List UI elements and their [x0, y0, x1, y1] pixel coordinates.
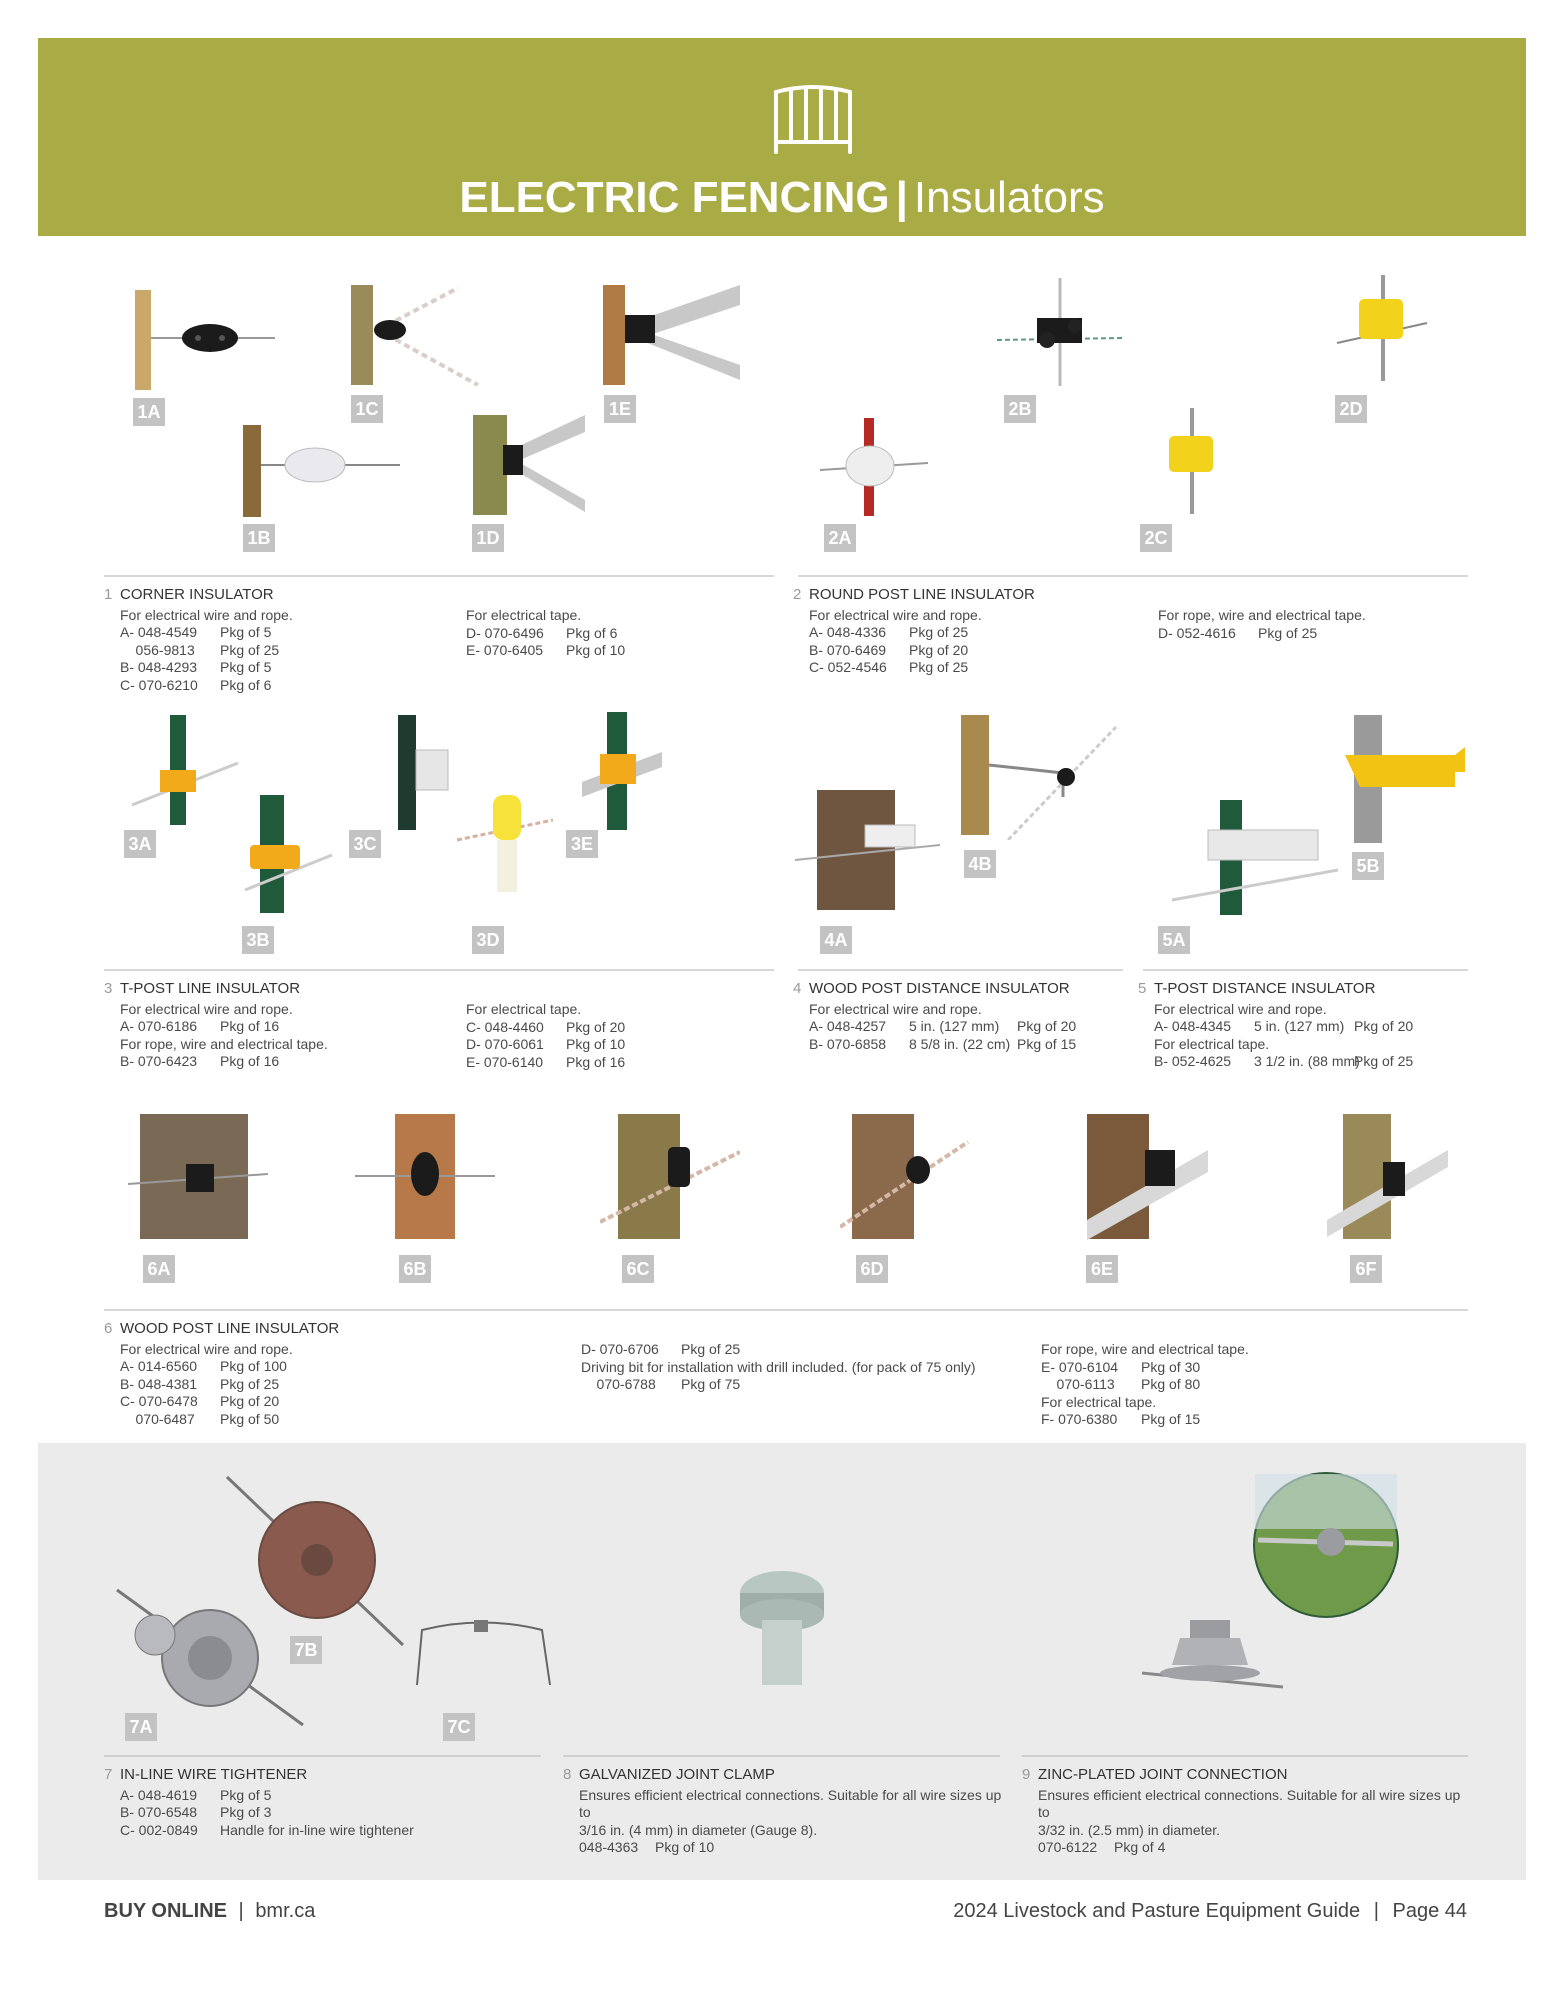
- product-photo-2b: [995, 278, 1125, 388]
- package: Pkg of 25: [1354, 1053, 1414, 1069]
- product-photo-8: [730, 1565, 835, 1690]
- label-2b: 2B: [1004, 395, 1036, 423]
- section-title: IN-LINE WIRE TIGHTENER: [120, 1766, 308, 1783]
- product-code: E- 070-6104: [1041, 1358, 1119, 1375]
- product-photo-2d: [1335, 275, 1430, 385]
- product-code: C- 002-0849: [120, 1821, 198, 1838]
- package: Pkg of 5: [220, 659, 272, 675]
- product-photo-9-detail: [1253, 1472, 1399, 1618]
- package: Pkg of 25: [220, 1375, 280, 1392]
- product-photo-4a: [795, 785, 940, 915]
- label-5a: 5A: [1158, 926, 1190, 954]
- label-4a: 4A: [820, 926, 852, 954]
- label-5b: 5B: [1352, 852, 1384, 880]
- section-t-post-line-insulator-col2: [466, 1001, 766, 1071]
- package: Pkg of 3: [220, 1804, 272, 1820]
- product-code: 048-4363: [579, 1839, 639, 1855]
- package: Pkg of 80: [1141, 1376, 1201, 1392]
- product-photo-1e: [600, 280, 745, 390]
- product-line: [1041, 1411, 1461, 1429]
- description: Ensures efficient electrical connections. Suitable for all wire sizes up to: [579, 1786, 1002, 1820]
- section-title: T-POST DISTANCE INSULATOR: [1154, 980, 1376, 997]
- section-zinc-plated-joint-connection: [1022, 1766, 1468, 1857]
- note: For electrical wire and rope.: [809, 606, 982, 623]
- product-line: [809, 642, 1133, 660]
- product-line: [466, 1054, 766, 1072]
- label-4b: 4B: [964, 850, 996, 878]
- product-code: A- 014-6560: [120, 1358, 198, 1374]
- section-t-post-distance-insulator: [1138, 980, 1478, 1071]
- label-6c: 6C: [622, 1255, 654, 1283]
- label-3a: 3A: [124, 830, 156, 858]
- product-code: B- 070-6469: [809, 641, 887, 658]
- section-title: WOOD POST LINE INSULATOR: [120, 1320, 340, 1337]
- package: Handle for in-line wire tightener: [220, 1821, 414, 1838]
- package: Pkg of 15: [1141, 1411, 1201, 1427]
- package: Pkg of 20: [566, 1018, 626, 1035]
- product-code: 070-6122: [1038, 1839, 1098, 1855]
- note: For rope, wire and electrical tape.: [1041, 1341, 1249, 1357]
- footer-separator: |: [1373, 1900, 1379, 1922]
- note: For electrical wire and rope.: [120, 1340, 293, 1357]
- size: 8 5/8 in. (22 cm): [909, 1035, 1011, 1052]
- product-code: 070-6113: [1041, 1376, 1115, 1392]
- section-number: 9: [1022, 1766, 1031, 1783]
- buy-online-label: BUY ONLINE: [104, 1900, 227, 1922]
- size: 5 in. (127 mm): [1254, 1018, 1345, 1034]
- product-photo-1d: [470, 410, 590, 520]
- product-photo-4b: [958, 715, 1118, 840]
- section-title: CORNER INSULATOR: [120, 586, 274, 603]
- page-number: Page 44: [1392, 1900, 1467, 1922]
- label-1e: 1E: [604, 395, 636, 423]
- product-line: [1041, 1359, 1461, 1377]
- label-3d: 3D: [472, 926, 504, 954]
- package: Pkg of 6: [566, 624, 618, 641]
- divider-section-7: [104, 1755, 541, 1757]
- label-6e: 6E: [1086, 1255, 1118, 1283]
- package: Pkg of 20: [909, 641, 969, 658]
- product-photo-6a: [128, 1112, 268, 1242]
- label-7a: 7A: [125, 1713, 157, 1741]
- label-6d: 6D: [856, 1255, 888, 1283]
- header-banner: [38, 38, 1526, 236]
- package: Pkg of 25: [909, 624, 969, 640]
- product-photo-5b: [1340, 715, 1470, 845]
- package: Pkg of 16: [566, 1053, 626, 1070]
- section-title: T-POST LINE INSULATOR: [120, 980, 301, 997]
- title-light: Insulators: [913, 173, 1105, 222]
- product-code: C- 070-6210: [120, 676, 198, 693]
- divider-section-2: [798, 575, 1468, 577]
- package: Pkg of 30: [1141, 1358, 1201, 1375]
- product-code: B- 070-6548: [120, 1804, 198, 1820]
- note: For electrical wire and rope.: [120, 606, 293, 623]
- product-line: [120, 1411, 504, 1429]
- note: For rope, wire and electrical tape.: [120, 1035, 328, 1052]
- product-photo-3d: [455, 790, 555, 895]
- section-wood-post-line-insulator: [104, 1320, 504, 1428]
- product-line: [809, 1036, 1133, 1054]
- section-number: 5: [1138, 980, 1147, 997]
- divider-section-1: [104, 575, 774, 577]
- package: Pkg of 20: [1017, 1018, 1077, 1034]
- package: Pkg of 5: [220, 1786, 272, 1803]
- product-line: [120, 1358, 504, 1376]
- footer-guide-page: [953, 1900, 1467, 1923]
- product-code: B- 070-6858: [809, 1035, 887, 1052]
- section-number: 2: [793, 586, 802, 603]
- product-line: [581, 1341, 1021, 1359]
- product-line: [1154, 1053, 1478, 1071]
- product-photo-3c: [392, 715, 464, 830]
- product-line: [581, 1376, 1021, 1394]
- product-code: E- 070-6140: [466, 1053, 544, 1070]
- product-code: D- 052-4616: [1158, 624, 1236, 641]
- label-1c: 1C: [351, 395, 383, 423]
- description: 3/16 in. (4 mm) in diameter (Gauge 8).: [579, 1821, 818, 1838]
- product-line: [809, 1018, 1133, 1036]
- product-line: [1041, 1376, 1461, 1394]
- product-code: 056-9813: [120, 641, 195, 658]
- title-separator: |: [895, 173, 908, 222]
- product-code: B- 070-6423: [120, 1053, 198, 1069]
- divider-section-6: [104, 1309, 1468, 1311]
- section-number: 1: [104, 586, 113, 603]
- fence-icon: [768, 80, 858, 156]
- product-photo-6e: [1085, 1112, 1210, 1242]
- package: Pkg of 25: [909, 659, 969, 675]
- note: For electrical tape.: [1041, 1393, 1157, 1410]
- product-code: A- 048-4345: [1154, 1018, 1232, 1034]
- website-link[interactable]: bmr.ca: [255, 1900, 316, 1922]
- section-t-post-line-insulator: [104, 980, 444, 1071]
- section-title: ZINC-PLATED JOINT CONNECTION: [1038, 1766, 1288, 1783]
- package: Pkg of 25: [1258, 624, 1318, 641]
- product-code: D- 070-6496: [466, 624, 544, 641]
- divider-section-8: [563, 1755, 1000, 1757]
- package: Pkg of 10: [566, 1036, 626, 1052]
- product-line: [1038, 1839, 1468, 1857]
- product-line: [120, 659, 444, 677]
- package: Pkg of 25: [220, 641, 280, 658]
- note: For electrical tape.: [466, 1001, 582, 1017]
- package: Pkg of 10: [566, 642, 626, 658]
- package: Pkg of 20: [220, 1393, 280, 1409]
- label-3c: 3C: [349, 830, 381, 858]
- label-2c: 2C: [1140, 524, 1172, 552]
- product-line: [120, 1822, 544, 1840]
- label-2d: 2D: [1335, 395, 1367, 423]
- section-number: 8: [563, 1766, 572, 1783]
- label-7b: 7B: [290, 1636, 322, 1664]
- product-code: B- 052-4625: [1154, 1053, 1232, 1069]
- product-photo-2a: [820, 418, 930, 518]
- product-code: C- 048-4460: [466, 1018, 544, 1035]
- product-code: F- 070-6380: [1041, 1411, 1118, 1427]
- section-number: 3: [104, 980, 113, 997]
- section-corner-insulator-col2: [466, 607, 766, 660]
- product-photo-3a: [130, 715, 240, 830]
- size: 5 in. (127 mm): [909, 1018, 1000, 1034]
- product-photo-3b: [240, 795, 335, 913]
- section-round-post-line-insulator-col2: [1158, 607, 1478, 642]
- product-code: E- 070-6405: [466, 642, 544, 658]
- label-1b: 1B: [243, 524, 275, 552]
- divider-section-5: [1143, 969, 1468, 971]
- product-line: [120, 1393, 504, 1411]
- product-line: [1154, 1018, 1478, 1036]
- product-code: B- 048-4293: [120, 659, 198, 675]
- product-photo-7c: [412, 1610, 557, 1690]
- divider-section-9: [1022, 1755, 1468, 1757]
- page-title: [38, 170, 1526, 226]
- product-photo-2c: [1155, 408, 1230, 516]
- product-line: [1158, 625, 1478, 643]
- product-line: [120, 624, 444, 642]
- product-line: [579, 1839, 1003, 1857]
- package: Pkg of 4: [1114, 1839, 1166, 1855]
- product-line: [120, 677, 444, 695]
- package: Pkg of 25: [681, 1341, 741, 1357]
- section-in-line-wire-tightener: [104, 1766, 544, 1839]
- product-code: A- 070-6186: [120, 1018, 198, 1034]
- product-photo-7b: [225, 1475, 405, 1650]
- section-title: ROUND POST LINE INSULATOR: [809, 586, 1035, 603]
- label-2a: 2A: [824, 524, 856, 552]
- package: Pkg of 50: [220, 1410, 280, 1427]
- footer-buy-online: [104, 1900, 315, 1923]
- label-6a: 6A: [143, 1255, 175, 1283]
- section-wood-post-distance-insulator: [793, 980, 1133, 1053]
- section-wood-post-line-insulator-col3: [1041, 1341, 1461, 1429]
- note: For electrical wire and rope.: [1154, 1000, 1327, 1017]
- product-line: [120, 1053, 444, 1071]
- section-title: GALVANIZED JOINT CLAMP: [579, 1766, 775, 1783]
- product-code: 070-6487: [120, 1410, 195, 1427]
- product-line: [466, 1019, 766, 1037]
- product-code: B- 048-4381: [120, 1375, 198, 1392]
- note: Driving bit for installation with drill included. (for pack of 75 only): [581, 1358, 976, 1375]
- section-wood-post-line-insulator-col2: [581, 1341, 1021, 1394]
- divider-section-4: [798, 969, 1123, 971]
- product-photo-1c: [348, 280, 488, 390]
- description: Ensures efficient electrical connections. Suitable for all wire sizes up to: [1038, 1786, 1461, 1820]
- package: Pkg of 15: [1017, 1035, 1077, 1052]
- product-line: [120, 1804, 544, 1822]
- product-photo-5a: [1170, 800, 1340, 915]
- product-code: A- 048-4549: [120, 624, 198, 640]
- note: For electrical tape.: [1154, 1035, 1270, 1052]
- package: Pkg of 5: [220, 624, 272, 640]
- label-6b: 6B: [399, 1255, 431, 1283]
- footer-separator: |: [238, 1900, 244, 1922]
- section-number: 4: [793, 980, 802, 997]
- section-number: 7: [104, 1766, 113, 1783]
- package: Pkg of 10: [655, 1839, 715, 1855]
- product-code: A- 048-4336: [809, 624, 887, 640]
- product-line: [466, 625, 766, 643]
- product-line: [809, 659, 1133, 677]
- product-code: C- 070-6478: [120, 1393, 198, 1409]
- product-code: A- 048-4619: [120, 1786, 198, 1803]
- product-line: [120, 642, 444, 660]
- product-photo-3e: [580, 712, 665, 832]
- product-line: [809, 624, 1133, 642]
- guide-title: 2024 Livestock and Pasture Equipment Guide: [953, 1900, 1361, 1922]
- product-photo-6c: [600, 1112, 740, 1242]
- product-photo-1a: [130, 285, 280, 395]
- label-3e: 3E: [566, 830, 598, 858]
- package: Pkg of 6: [220, 676, 272, 693]
- label-7c: 7C: [443, 1713, 475, 1741]
- product-code: C- 052-4546: [809, 659, 887, 675]
- product-code: D- 070-6061: [466, 1036, 544, 1052]
- product-line: [466, 1036, 766, 1054]
- divider-section-3: [104, 969, 774, 971]
- section-galvanized-joint-clamp: [563, 1766, 1003, 1857]
- package: Pkg of 75: [681, 1376, 741, 1392]
- note: For electrical wire and rope.: [120, 1000, 293, 1017]
- size: 3 1/2 in. (88 mm): [1254, 1053, 1360, 1069]
- product-line: [120, 1787, 544, 1805]
- note: For electrical tape.: [466, 607, 582, 623]
- section-number: 6: [104, 1320, 113, 1337]
- product-code: A- 048-4257: [809, 1018, 887, 1034]
- product-photo-9: [1140, 1615, 1285, 1710]
- label-1d: 1D: [472, 524, 504, 552]
- title-bold: ELECTRIC FENCING: [459, 173, 890, 222]
- section-round-post-line-insulator: [793, 586, 1133, 677]
- product-code: 070-6788: [581, 1376, 656, 1392]
- product-line: [120, 1376, 504, 1394]
- package: Pkg of 20: [1354, 1018, 1414, 1034]
- package: Pkg of 100: [220, 1358, 287, 1374]
- product-line: [466, 642, 766, 660]
- package: Pkg of 16: [220, 1018, 280, 1034]
- label-3b: 3B: [242, 926, 274, 954]
- package: Pkg of 16: [220, 1053, 280, 1069]
- product-code: D- 070-6706: [581, 1341, 659, 1357]
- product-line: [120, 1018, 444, 1036]
- section-title: WOOD POST DISTANCE INSULATOR: [809, 980, 1070, 997]
- note: For rope, wire and electrical tape.: [1158, 607, 1366, 623]
- product-photo-6b: [355, 1112, 495, 1242]
- label-1a: 1A: [133, 398, 165, 426]
- note: For electrical wire and rope.: [809, 1000, 982, 1017]
- description: 3/32 in. (2.5 mm) in diameter.: [1038, 1821, 1221, 1838]
- product-photo-1b: [240, 420, 405, 520]
- label-6f: 6F: [1350, 1255, 1382, 1283]
- section-corner-insulator: [104, 586, 444, 694]
- product-photo-6f: [1325, 1112, 1450, 1242]
- product-photo-6d: [840, 1112, 970, 1242]
